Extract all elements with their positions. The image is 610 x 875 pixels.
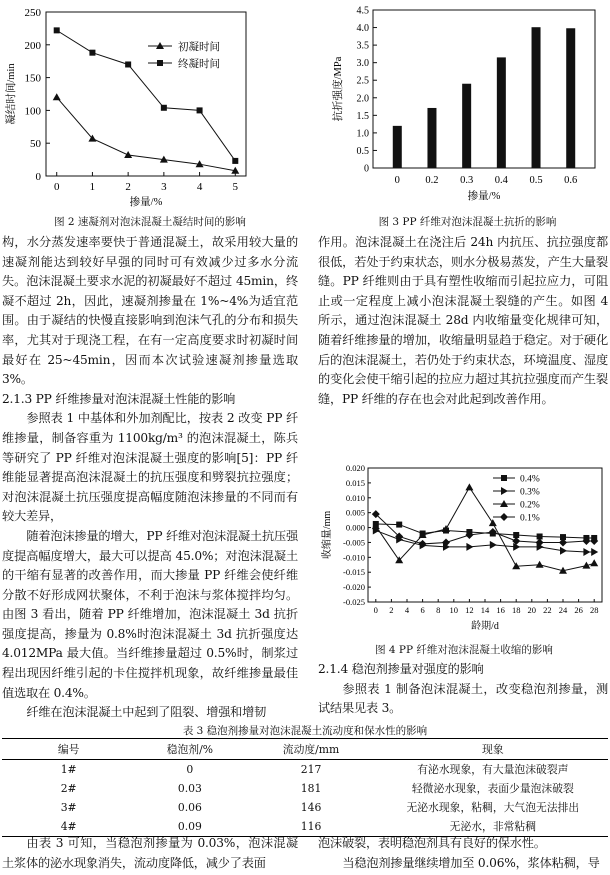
x-tick-label: 24 bbox=[558, 605, 568, 615]
table-cell: 无泌水，非常粘稠 bbox=[378, 817, 608, 837]
data-point bbox=[590, 559, 598, 566]
legend-marker bbox=[500, 513, 508, 521]
bar bbox=[393, 126, 402, 168]
bar bbox=[462, 84, 471, 168]
x-tick-label: 2 bbox=[125, 181, 131, 193]
legend-label: 0.1% bbox=[520, 513, 540, 524]
table-header-id: 编号 bbox=[2, 739, 135, 760]
x-tick-label: 0 bbox=[394, 175, 400, 186]
table-cell: 146 bbox=[300, 801, 322, 814]
table-cell: 有泌水现象，有大量泡沫破裂声 bbox=[417, 763, 569, 776]
data-point bbox=[583, 548, 590, 556]
x-tick-label: 3 bbox=[161, 181, 167, 193]
paragraph: 随着泡沫掺量的增大，PP 纤维对泡沫混凝土抗压强度提高幅度增大，最大可以提高 45.0%；对泡沫混凝土的干缩有显著的改善作用，而大掺量 PP 纤维会使纤维分散不好形成网状聚体，不利于泡沫与浆体搅拌均匀。由图 3 看出，随着 PP 纤维增加，泡沫混凝土 3d 抗折强度提高，掺量为 0.8%时泡沫混凝土 3d 抗折强度达 4.012MPa 最大值。当纤维掺量超过 0.5%时，制浆过程出现因纤维引起的卡住搅拌机现象，故纤维掺量最佳值选取在 0.4%。 bbox=[2, 528, 298, 700]
table-cell: 无泌水现象，粘稠，大气泡无法排出 bbox=[406, 801, 580, 814]
left-column-text bbox=[2, 233, 298, 723]
table-row bbox=[2, 760, 608, 780]
x-tick-label: 0.2 bbox=[425, 175, 439, 186]
table-cell: 0 bbox=[186, 763, 194, 776]
y-tick-label: 50 bbox=[30, 138, 41, 151]
x-tick-label: 26 bbox=[574, 605, 583, 615]
table-cell: 181 bbox=[300, 782, 322, 795]
table-cell: 2# bbox=[60, 782, 77, 795]
y-tick-label: 4.0 bbox=[356, 23, 369, 35]
y-tick-label: 0.020 bbox=[345, 463, 365, 473]
bar bbox=[427, 108, 436, 168]
data-point bbox=[161, 105, 167, 111]
legend-label: 初凝时间 bbox=[178, 42, 220, 53]
table-cell: 1# bbox=[60, 763, 77, 776]
y-tick-label: -0.010 bbox=[343, 552, 365, 563]
y-tick-label: 0.005 bbox=[345, 507, 365, 518]
table-row bbox=[2, 798, 608, 817]
paragraph: 作用。泡沫混凝土在浇注后 24h 内抗压、抗拉强度都很低，若处于约束状态，则水分极易蒸发，产生大量裂缝。PP 纤维则由于具有塑性收缩而引起拉应力，可阻止或一定程度上减小泡沫混凝土裂缝的产生。如图 4 所示，通过泡沫混凝土 28d 内收缩量变化规律可知，随着纤维掺量的增加，收缩量明显趋于稳定。对于硬化后的泡沫混凝土，若仍处于约束状态，环境温度、湿度的变化会使干缩引起的拉应力超过其抗拉强度而产生裂缝，PP 纤维的存在也会对此起到改善作用。 bbox=[318, 235, 608, 406]
y-tick-label: 2.0 bbox=[356, 93, 369, 105]
data-point bbox=[560, 547, 567, 555]
table-cell: 0.03 bbox=[177, 782, 202, 795]
y-tick-label: 250 bbox=[24, 7, 41, 19]
table-header-row bbox=[2, 739, 608, 760]
y-tick-label: 200 bbox=[24, 39, 41, 52]
data-point bbox=[466, 543, 473, 551]
table-cell: 0.06 bbox=[177, 801, 202, 814]
x-tick-label: 16 bbox=[496, 605, 505, 615]
x-axis-label: 龄期/d bbox=[471, 621, 499, 632]
y-tick-label: -0.020 bbox=[343, 582, 365, 593]
figure-3-caption: 图 3 PP 纤维对泡沫混凝土抗折的影响 bbox=[378, 216, 557, 228]
figure-2-caption: 图 2 速凝剂对泡沫混凝土凝结时间的影响 bbox=[54, 216, 246, 228]
legend-marker bbox=[157, 60, 163, 66]
x-tick-label: 0 bbox=[373, 605, 378, 615]
series-line bbox=[376, 487, 594, 570]
data-point bbox=[125, 61, 131, 67]
y-tick-label: -0.015 bbox=[343, 567, 365, 578]
table-cell: 4# bbox=[2, 817, 135, 837]
y-tick-label: 1.5 bbox=[356, 110, 369, 122]
y-tick-label: 0 bbox=[364, 163, 369, 175]
x-tick-label: 10 bbox=[449, 605, 459, 615]
x-tick-label: 0 bbox=[53, 181, 60, 193]
legend-label: 0.3% bbox=[520, 487, 540, 498]
figure-4-caption: 图 4 PP 纤维对泡沫混凝土收缩的影响 bbox=[375, 644, 553, 656]
data-point bbox=[489, 519, 497, 526]
x-tick-label: 4 bbox=[196, 181, 203, 193]
figure-2-chart bbox=[0, 0, 300, 208]
data-point bbox=[490, 541, 497, 549]
table-header-phenomenon: 现象 bbox=[378, 739, 608, 760]
series-line bbox=[57, 97, 236, 170]
x-tick-label: 5 bbox=[232, 181, 239, 193]
x-tick-label: 22 bbox=[543, 605, 552, 615]
x-tick-label: 0.5 bbox=[529, 175, 543, 186]
x-tick-label: 0.3 bbox=[460, 175, 474, 186]
x-tick-label: 0.6 bbox=[564, 175, 578, 186]
figure-3-chart bbox=[325, 0, 610, 210]
plot-frame bbox=[368, 468, 602, 602]
y-axis-label: 收缩量/mm bbox=[322, 510, 333, 560]
x-tick-label: 14 bbox=[480, 605, 490, 615]
paragraph: 当稳泡剂掺量继续增加至 0.06%，浆体粘稠，导 bbox=[342, 855, 600, 870]
section-heading: 2.1.4 稳泡剂掺量对强度的影响 bbox=[318, 662, 484, 676]
y-tick-label: 2.5 bbox=[356, 75, 369, 87]
paragraph: 纤维在泡沫混凝土中起到了阻裂、增强和增韧 bbox=[26, 705, 267, 720]
table-header-fluidity: 流动度/mm bbox=[244, 739, 377, 760]
x-tick-label: 2 bbox=[389, 605, 394, 615]
table-cell: 116 bbox=[244, 817, 377, 837]
table-3-caption: 表 3 稳泡剂掺量对泡沫混凝土流动度和保水性的影响 bbox=[182, 725, 428, 737]
legend-label: 0.4% bbox=[520, 474, 540, 485]
figure-4-chart bbox=[318, 462, 610, 640]
y-axis-label: 凝结时间/min bbox=[6, 63, 17, 125]
x-tick-label: 20 bbox=[527, 605, 537, 615]
x-tick-label: 4 bbox=[404, 605, 410, 615]
y-tick-label: 3.5 bbox=[356, 40, 369, 52]
data-point bbox=[232, 158, 238, 164]
x-tick-label: 1 bbox=[89, 181, 96, 193]
data-point bbox=[124, 151, 132, 158]
y-tick-label: 3.0 bbox=[356, 58, 369, 70]
bar bbox=[532, 27, 541, 168]
legend-label: 0.2% bbox=[520, 500, 540, 511]
bottom-right-text bbox=[318, 834, 608, 873]
data-point bbox=[591, 548, 598, 556]
table-cell: 0.09 bbox=[135, 817, 244, 837]
x-tick-label: 0.4 bbox=[494, 175, 508, 186]
section-heading: 2.1.3 PP 纤维掺量对泡沫混凝土性能的影响 bbox=[2, 391, 236, 406]
y-axis-label: 抗折强度/MPa bbox=[333, 56, 344, 122]
plot-frame bbox=[46, 12, 246, 176]
x-axis-label: 掺量/% bbox=[129, 197, 163, 208]
y-tick-label: 4.5 bbox=[356, 5, 369, 17]
data-point bbox=[396, 522, 402, 528]
table-cell: 217 bbox=[300, 763, 322, 776]
y-tick-label: 1.0 bbox=[356, 128, 369, 140]
x-tick-label: 28 bbox=[589, 605, 599, 615]
table-header-stabilizer: 稳泡剂/% bbox=[135, 739, 244, 760]
y-tick-label: 0.5 bbox=[356, 145, 369, 157]
paragraph: 由表 3 可知，当稳泡剂掺量为 0.03%，泡沫混凝土浆体的泌水现象消失，流动度降低，减少了表面 bbox=[2, 836, 298, 870]
legend-label: 终凝时间 bbox=[178, 59, 220, 70]
data-point bbox=[54, 27, 60, 33]
plot-frame bbox=[373, 10, 595, 168]
y-tick-label: -0.025 bbox=[343, 597, 365, 607]
bar bbox=[566, 28, 575, 168]
data-point bbox=[89, 50, 95, 56]
right-column-text-2 bbox=[318, 660, 608, 719]
y-tick-label: 0.015 bbox=[345, 477, 365, 488]
x-tick-label: 6 bbox=[420, 605, 425, 615]
paragraph: 参照表 1 制备泡沫混凝土，改变稳泡剂掺量，测试结果见表 3。 bbox=[318, 681, 608, 716]
y-tick-label: 0.000 bbox=[345, 522, 365, 533]
data-point bbox=[536, 561, 544, 568]
x-tick-label: 8 bbox=[436, 605, 441, 615]
table-row bbox=[2, 779, 608, 798]
y-tick-label: -0.005 bbox=[343, 537, 365, 548]
y-tick-label: 150 bbox=[24, 72, 41, 85]
legend-marker bbox=[501, 475, 507, 481]
right-column-text bbox=[318, 233, 608, 409]
paragraph: 构，水分蒸发速率要快于普通混凝土，故采用较大量的速凝剂能达到较好早强的同时可有效减少过多水分流失。泡沫混凝土要求水泥的初凝最好不超过 45min，终凝不超过 2h，因此，速凝剂掺量在 1%~4%为适宜范围。由于凝结的快慢直接影响到泡沫气孔的分布和损失率，尤其对于现浇工程，在有一定高度要求时初凝时间最好在 25~45min，因而本次试验速凝剂掺量选取 3%。 bbox=[2, 235, 298, 387]
table-cell: 轻微泌水现象，表面少量泡沫破裂 bbox=[411, 782, 574, 795]
y-tick-label: 100 bbox=[24, 105, 41, 118]
x-tick-label: 12 bbox=[465, 605, 474, 615]
paragraph: 参照表 1 中基体和外加剂配比，按表 2 改变 PP 纤维掺量，制备容重为 1100kg/m³ 的泡沫混凝土，陈兵等研究了 PP 纤维对泡沫混凝土强度的影响[5]：PP 纤维能显著提高泡沫混凝土的抗压强度和劈裂抗拉强度；对泡沫混凝土抗压强度提高幅度随泡沫掺量的不同而有较大差异， bbox=[2, 411, 298, 524]
data-point bbox=[197, 107, 203, 113]
table-3 bbox=[2, 738, 608, 837]
data-point bbox=[53, 93, 61, 100]
legend-marker bbox=[501, 487, 508, 495]
table-cell: 3# bbox=[60, 801, 77, 814]
bar bbox=[497, 57, 506, 168]
bottom-left-text bbox=[2, 834, 298, 873]
y-tick-label: 0.010 bbox=[345, 492, 365, 503]
paragraph: 泡沫破裂，表明稳泡剂具有良好的保水性。 bbox=[318, 836, 546, 850]
x-tick-label: 18 bbox=[511, 605, 521, 615]
data-point bbox=[465, 483, 473, 490]
x-axis-label: 掺量/% bbox=[467, 191, 501, 202]
y-tick-label: 0 bbox=[35, 171, 41, 183]
